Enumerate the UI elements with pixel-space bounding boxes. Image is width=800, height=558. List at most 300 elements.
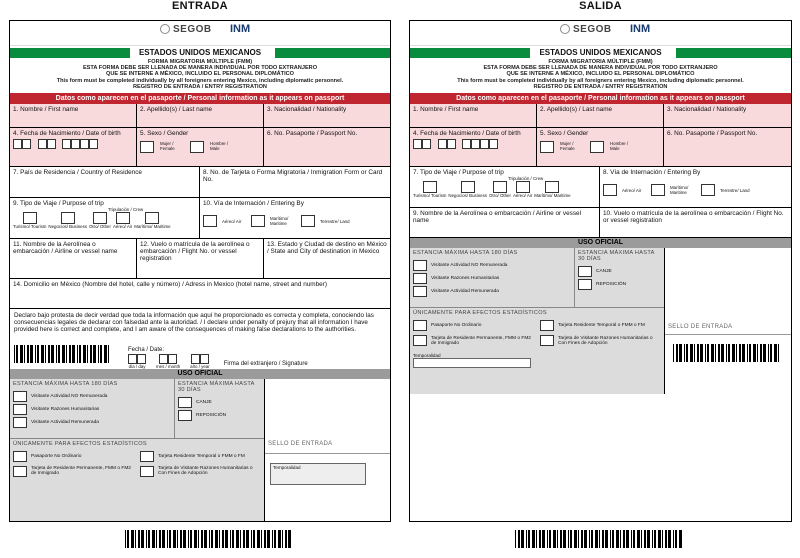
crew-maritime-checkbox[interactable]: [545, 181, 559, 193]
option-label: Marítimo/ Maritime: [670, 185, 689, 195]
barcode-bar: [602, 530, 604, 548]
barcode-bar: [637, 530, 640, 548]
salida-form: [409, 20, 792, 522]
field-label: 5. Sexo / Gender: [540, 130, 589, 137]
barcode-bar: [633, 530, 635, 548]
logo-bar: [410, 21, 791, 46]
barcode-bar: [90, 345, 92, 363]
barcode-bar: [560, 530, 562, 548]
option-label: REPOSICIÓN: [596, 282, 627, 287]
crew-maritime-checkbox[interactable]: [145, 212, 159, 224]
stay-30-title: ESTANCIA MÁXIMA HASTA 30 DÍAS: [578, 250, 655, 262]
bottom-barcode-entrada: [125, 530, 295, 548]
barcode-bar: [267, 530, 270, 548]
field-label: 10. Vía de Internación / Entering By: [203, 200, 304, 207]
field-label: 11. Nombre de la Aerolínea o embarcación / Airline or vessel name: [13, 241, 118, 255]
barcode-bar: [526, 530, 527, 548]
barcode-bar: [278, 530, 281, 548]
stay-180-title: ESTANCIA MÁXIMA HASTA 180 DÍAS: [413, 250, 518, 256]
option-label: Marítimo/ Maritime: [270, 216, 289, 226]
dob-box[interactable]: [422, 139, 431, 149]
option-label: Tarjeta Residente Temporal o FMM o FM: [158, 453, 245, 459]
barcode-bar: [272, 530, 273, 548]
temporality-box[interactable]: [270, 463, 366, 485]
barcode-bar: [148, 530, 150, 548]
barcode-bar: [198, 530, 199, 548]
field-label: 1. Nombre / First name: [413, 106, 479, 113]
dob-field[interactable]: [10, 128, 137, 166]
official-left: [410, 248, 665, 394]
checkbox[interactable]: [578, 279, 592, 290]
address-field[interactable]: [10, 279, 390, 308]
crew-air-checkbox[interactable]: [116, 212, 130, 224]
barcode-bar: [173, 530, 176, 548]
checkbox[interactable]: [13, 404, 27, 415]
barcode-bar: [188, 530, 189, 548]
tourism-checkbox[interactable]: [423, 181, 437, 193]
checkbox[interactable]: [413, 286, 427, 297]
barcode-bar: [581, 530, 583, 548]
barcode-bar: [79, 345, 81, 363]
barcode-bar: [589, 530, 590, 548]
option-label: Turismo/ Tourism: [13, 224, 47, 229]
field-label: 4. Fecha de Nacimiento / Date of birth: [413, 130, 521, 137]
barcode-bar: [232, 530, 234, 548]
barcode-bar: [135, 530, 136, 548]
maritime-checkbox[interactable]: [251, 215, 265, 227]
barcode-bar: [721, 344, 724, 362]
option-label: Tarjeta de Residente Permanente, FMM o FM2 de Inmigrado: [31, 466, 131, 477]
other-checkbox[interactable]: [93, 212, 107, 224]
dob-box[interactable]: [22, 139, 31, 149]
barcode-bar: [673, 344, 674, 362]
year-box[interactable]: [200, 354, 209, 364]
barcode-bar: [141, 530, 144, 548]
barcode-bar: [757, 344, 758, 362]
segob-logo: [160, 24, 212, 35]
female-label: Mujer / Female: [160, 141, 175, 151]
option-label: Aéreo/ Air: [112, 224, 133, 229]
country-title: ESTADOS UNIDOS MEXICANOS: [539, 48, 662, 57]
female-label: Mujer / Female: [560, 141, 575, 151]
header-line: QUE SE INTERNE A MÉXICO, INCLUIDO EL PERSONAL DIPLOMÁTICO: [506, 71, 695, 78]
inm-logo: INM: [230, 23, 251, 35]
stay-180-title: ESTANCIA MÁXIMA HASTA 180 DÍAS: [13, 380, 118, 387]
field-label: 2. Apellido(s) / Last name: [140, 106, 213, 113]
barcode-bar: [768, 344, 769, 362]
trip-purpose-field: [10, 198, 200, 238]
field-label: 7. Tipo de Viaje / Purpose of trip: [413, 169, 504, 176]
first-name-field[interactable]: [10, 104, 137, 127]
field-label: 3. Nacionalidad / Nationality: [267, 106, 347, 113]
air-checkbox[interactable]: [203, 215, 217, 227]
barcode-bar: [563, 530, 566, 548]
stay-30-title: ESTANCIA MÁXIMA HASTA 30 DÍAS: [178, 380, 255, 393]
flight-field[interactable]: [137, 239, 264, 278]
barcode-bar: [641, 530, 642, 548]
last-name-field[interactable]: [137, 104, 264, 127]
barcode-bar: [570, 530, 572, 548]
option-label: Otro/ Other: [488, 193, 511, 198]
checkbox[interactable]: [413, 273, 427, 284]
dob-box[interactable]: [438, 139, 447, 149]
checkbox[interactable]: [413, 335, 427, 346]
entrada-title: ENTRADA: [172, 0, 228, 12]
temporality-label: Temporalidad: [413, 353, 441, 358]
crew-air-checkbox[interactable]: [516, 181, 530, 193]
nationality-field[interactable]: [664, 104, 791, 127]
barcode-bar: [201, 530, 203, 548]
field-label: 2. Apellido(s) / Last name: [540, 106, 613, 113]
barcode-bar: [568, 530, 569, 548]
header-line: FORMA MIGRATORIA MÚLTIPLE (FMM): [147, 59, 253, 65]
green-bar: [10, 48, 130, 58]
barcode-bar: [285, 530, 287, 548]
flight-field[interactable]: [600, 208, 791, 237]
barcode-bar: [595, 530, 598, 548]
barcode-bar: [51, 345, 54, 363]
barcode-bar: [194, 530, 197, 548]
dob-box[interactable]: [489, 139, 498, 149]
barcode-bar: [264, 530, 266, 548]
barcode-bar: [183, 530, 186, 548]
barcode-bar: [93, 345, 96, 363]
checkbox[interactable]: [140, 466, 154, 477]
barcode-bar: [159, 530, 161, 548]
maritime-checkbox[interactable]: [651, 184, 665, 196]
tourism-checkbox[interactable]: [23, 212, 37, 224]
temporality-label: Temporalidad: [273, 464, 301, 470]
barcode-bar: [24, 345, 25, 363]
option-label: Turismo/ Tourism: [413, 193, 447, 198]
barcode-bar: [16, 345, 18, 363]
official-use-header: USO OFICIAL: [10, 369, 390, 379]
barcode-bar: [190, 530, 192, 548]
option-label: Negocios/ Business: [48, 224, 87, 229]
barcode-bar: [673, 530, 674, 548]
field-label: 5. Sexo / Gender: [140, 130, 189, 137]
passport-section-header: Datos como aparecen en el pasaporte / Personal information as it appears on passport: [10, 93, 390, 104]
barcode-bar: [87, 345, 88, 363]
checkbox[interactable]: [178, 397, 192, 408]
barcode-bar: [177, 530, 178, 548]
barcode-bar: [246, 530, 249, 548]
option-label: Tarjeta Residente Temporal o FMM o FM: [558, 323, 645, 328]
option-label: Aéreo/ Air: [222, 218, 242, 224]
dob-box[interactable]: [13, 139, 22, 149]
barcode-bar: [20, 345, 23, 363]
header-lines: [10, 59, 390, 90]
sex-field: [537, 128, 664, 166]
female-checkbox[interactable]: [540, 141, 554, 153]
dob-box[interactable]: [62, 139, 71, 149]
male-checkbox[interactable]: [590, 141, 604, 153]
checkbox[interactable]: [413, 320, 427, 331]
barcode-bar: [631, 530, 632, 548]
barcode-bar: [257, 530, 260, 548]
header-line: ESTA FORMA DEBE SER LLENADA DE MANERA INDIVIDUAL POR TODO EXTRANJERO: [483, 65, 718, 72]
field-label: 7. País de Residencia / Country of Residence: [13, 169, 142, 176]
dob-box[interactable]: [447, 139, 456, 149]
field-label: 3. Nacionalidad / Nationality: [667, 106, 747, 113]
entry-route-field: [600, 167, 791, 207]
year-label: año / year: [190, 363, 210, 369]
barcode: [14, 345, 114, 363]
barcode-bar: [167, 530, 168, 548]
male-checkbox[interactable]: [190, 141, 204, 153]
option-label: Pasaporte No Ordinario: [31, 453, 82, 459]
temporality-block: [413, 353, 661, 368]
barcode-bar: [253, 530, 255, 548]
dob-box[interactable]: [462, 139, 471, 149]
entry-stamp-label: SELLO DE ENTRADA: [668, 324, 733, 330]
barcode-bar: [605, 530, 608, 548]
airline-field[interactable]: [10, 239, 137, 278]
country-title: ESTADOS UNIDOS MEXICANOS: [138, 48, 262, 57]
business-checkbox[interactable]: [61, 212, 75, 224]
barcode-bar: [14, 345, 15, 363]
green-bar: [676, 48, 791, 58]
barcode-bar: [180, 530, 182, 548]
barcode-bar: [131, 530, 134, 548]
checkbox[interactable]: [540, 335, 554, 346]
barcode-bar: [169, 530, 171, 548]
barcode-bar: [665, 530, 667, 548]
barcode-bar: [56, 345, 57, 363]
airline-field[interactable]: [410, 208, 600, 237]
field-label: 4. Fecha de Nacimiento / Date of birth: [13, 130, 121, 137]
day-box[interactable]: [137, 354, 146, 364]
barcode-bar: [27, 345, 29, 363]
barcode-bar: [162, 530, 165, 548]
header-line: REGISTRO DE ENTRADA / ENTRY REGISTRATION: [533, 83, 668, 90]
barcode-bar: [654, 530, 656, 548]
entrada-form: [9, 20, 391, 522]
green-bar: [275, 48, 390, 58]
dob-box[interactable]: [89, 139, 98, 149]
barcode-bar: [668, 530, 671, 548]
barcode-bar: [760, 344, 762, 362]
header-line: This form must be completed individually by all foreigners entering Mexico, including diplomatic personnel.: [457, 77, 744, 84]
barcode-bar: [652, 530, 653, 548]
option-label: Marítimo/ Maritime: [534, 193, 571, 198]
checkbox[interactable]: [13, 417, 27, 428]
barcode-bar: [718, 344, 720, 362]
option-label: Pasaporte No Ordinario: [431, 323, 482, 328]
stamp-area: [665, 248, 791, 394]
dob-box[interactable]: [71, 139, 80, 149]
field-label: 6. No. Pasaporte / Passport No.: [667, 130, 758, 137]
option-label: Tarjeta de Residente Permanente, FMM o FM2 de Inmigrado: [431, 335, 531, 346]
first-name-field[interactable]: [410, 104, 537, 127]
female-checkbox[interactable]: [140, 141, 154, 153]
passport-section-header: Datos como aparecen en el pasaporte / Personal information as it appears on passport: [410, 93, 791, 104]
barcode-bar: [658, 530, 661, 548]
barcode-bar: [690, 344, 693, 362]
checkbox[interactable]: [178, 410, 192, 421]
barcode-bar: [521, 530, 524, 548]
crew-label: Tripulación / Crew: [108, 207, 144, 212]
logo-bar: [10, 21, 390, 46]
barcode-bar: [626, 530, 629, 548]
barcode-bar: [675, 530, 677, 548]
barcode-bar: [83, 345, 86, 363]
month-box[interactable]: [159, 354, 168, 364]
barcode-bar: [518, 530, 520, 548]
stats-title: ÚNICAMENTE PARA EFECTOS ESTADÍSTICOS: [13, 440, 147, 447]
barcode-bar: [763, 344, 766, 362]
barcode-bar: [77, 345, 78, 363]
barcode-bar: [623, 530, 625, 548]
field-label: 14. Domicilio en México (Nombre del hotel, calle y número) / Adress in Mexico (hotel name, street and number): [13, 281, 327, 288]
barcode-bar: [219, 530, 220, 548]
barcode-bar: [753, 344, 756, 362]
barcode-bar: [138, 530, 140, 548]
checkbox[interactable]: [413, 260, 427, 271]
barcode-bar: [676, 344, 678, 362]
option-label: Visitante Razones Humanitarias: [431, 276, 500, 281]
green-bar: [410, 48, 530, 58]
form-header: [10, 46, 390, 93]
card-number-field[interactable]: [200, 167, 390, 197]
salida-title: SALIDA: [579, 0, 622, 12]
checkbox[interactable]: [540, 320, 554, 331]
dob-box[interactable]: [480, 139, 489, 149]
barcode-bar: [30, 345, 33, 363]
barcode-bar: [35, 345, 36, 363]
barcode-bar: [686, 344, 688, 362]
option-label: Visitante Actividad NO Remunerada: [31, 393, 108, 399]
barcode-bar: [778, 344, 779, 362]
checkbox[interactable]: [140, 451, 154, 462]
barcode-bar: [274, 530, 276, 548]
barcode-bar: [104, 345, 107, 363]
nationality-field[interactable]: [264, 104, 390, 127]
official-use-header: USO OFICIAL: [410, 238, 791, 248]
barcode-bar: [749, 344, 751, 362]
barcode-bar: [225, 530, 228, 548]
barcode-bar: [215, 530, 218, 548]
header-line: REGISTRO DE ENTRADA / ENTRY REGISTRATION: [133, 83, 267, 90]
option-label: Visitante Actividad Remunerada: [431, 289, 499, 294]
option-label: CANJE: [596, 269, 612, 274]
option-label: CANJE: [196, 399, 212, 405]
option-label: REPOSICIÓN: [196, 412, 227, 418]
barcode-bar: [679, 530, 682, 548]
month-box[interactable]: [168, 354, 177, 364]
air-checkbox[interactable]: [603, 184, 617, 196]
barcode-bar: [774, 344, 777, 362]
business-checkbox[interactable]: [461, 181, 475, 193]
dob-box[interactable]: [471, 139, 480, 149]
checkbox[interactable]: [13, 391, 27, 402]
field-label: 10. Vuelo o matrícula de la aerolínea o embarcación / Flight No. or vessel registration: [603, 210, 784, 224]
barcode-bar: [549, 530, 551, 548]
entry-route-field: [200, 198, 390, 238]
barcode-bar: [711, 344, 714, 362]
option-label: Visitante Actividad Remunerada: [31, 419, 99, 425]
temporality-box[interactable]: [413, 358, 531, 368]
option-label: Otro/ Other: [88, 224, 111, 229]
month-label: mes / month: [156, 363, 181, 369]
crew-label: Tripulación / Crew: [508, 176, 544, 181]
checkbox[interactable]: [578, 266, 592, 277]
checkbox[interactable]: [13, 451, 27, 462]
destination-field[interactable]: [264, 239, 390, 278]
last-name-field[interactable]: [537, 104, 664, 127]
dob-boxes: [13, 139, 133, 149]
signature-label: Firma del extranjero / Signature: [223, 360, 308, 367]
segob-logo: [560, 24, 612, 35]
barcode-bar: [261, 530, 262, 548]
barcode-bar: [536, 530, 537, 548]
barcode-bar: [584, 530, 587, 548]
barcode-bar: [66, 345, 67, 363]
official-left: [10, 379, 265, 522]
barcode-bar: [610, 530, 611, 548]
barcode-bar: [728, 344, 730, 362]
field-label: 9. Nombre de la Aerolínea o embarcación / Airline or vessel name: [413, 210, 582, 224]
dob-box[interactable]: [47, 139, 56, 149]
barcode-bar: [742, 344, 745, 362]
date-label: Fecha / Date:: [128, 346, 165, 353]
barcode-bar: [37, 345, 39, 363]
land-checkbox[interactable]: [701, 184, 715, 196]
barcode-bar: [100, 345, 102, 363]
barcode-bar: [736, 344, 737, 362]
dob-boxes: [413, 139, 533, 149]
barcode-bar: [591, 530, 593, 548]
residence-field[interactable]: [10, 167, 200, 197]
barcode-bar: [528, 530, 530, 548]
other-checkbox[interactable]: [493, 181, 507, 193]
land-checkbox[interactable]: [301, 215, 315, 227]
dob-box[interactable]: [38, 139, 47, 149]
barcode-bar: [282, 530, 283, 548]
barcode: [673, 344, 783, 362]
field-label: 8. No. de Tarjeta o Forma Migratoria / Inmigration Form or Card No.: [203, 169, 383, 183]
barcode-bar: [240, 530, 241, 548]
barcode-bar: [715, 344, 716, 362]
barcode-bar: [222, 530, 224, 548]
stamp-area: [265, 379, 390, 522]
barcode-bar: [553, 530, 556, 548]
barcode-bar: [557, 530, 558, 548]
passport-field[interactable]: [664, 128, 791, 166]
option-label: Marítimo/ Maritime: [134, 224, 171, 229]
year-box[interactable]: [191, 354, 200, 364]
barcode-bar: [700, 344, 703, 362]
option-label: Aéreo/ Air: [512, 193, 533, 198]
barcode-bar: [747, 344, 748, 362]
barcode-bar: [694, 344, 695, 362]
passport-field[interactable]: [264, 128, 390, 166]
checkbox[interactable]: [13, 466, 27, 477]
barcode-bar: [45, 345, 46, 363]
option-label: Terrestre/ Land: [720, 187, 750, 193]
barcode-bar: [127, 530, 129, 548]
barcode-bar: [98, 345, 99, 363]
barcode-bar: [647, 530, 650, 548]
dob-field[interactable]: [410, 128, 537, 166]
dob-box[interactable]: [80, 139, 89, 149]
day-label: día / day: [128, 363, 146, 369]
field-label: 13. Estado y Ciudad de destino en México / State and City of destination in Mexico: [267, 241, 387, 255]
barcode-bar: [146, 530, 147, 548]
dob-box[interactable]: [413, 139, 422, 149]
day-box[interactable]: [128, 354, 137, 364]
barcode-bar: [616, 530, 619, 548]
